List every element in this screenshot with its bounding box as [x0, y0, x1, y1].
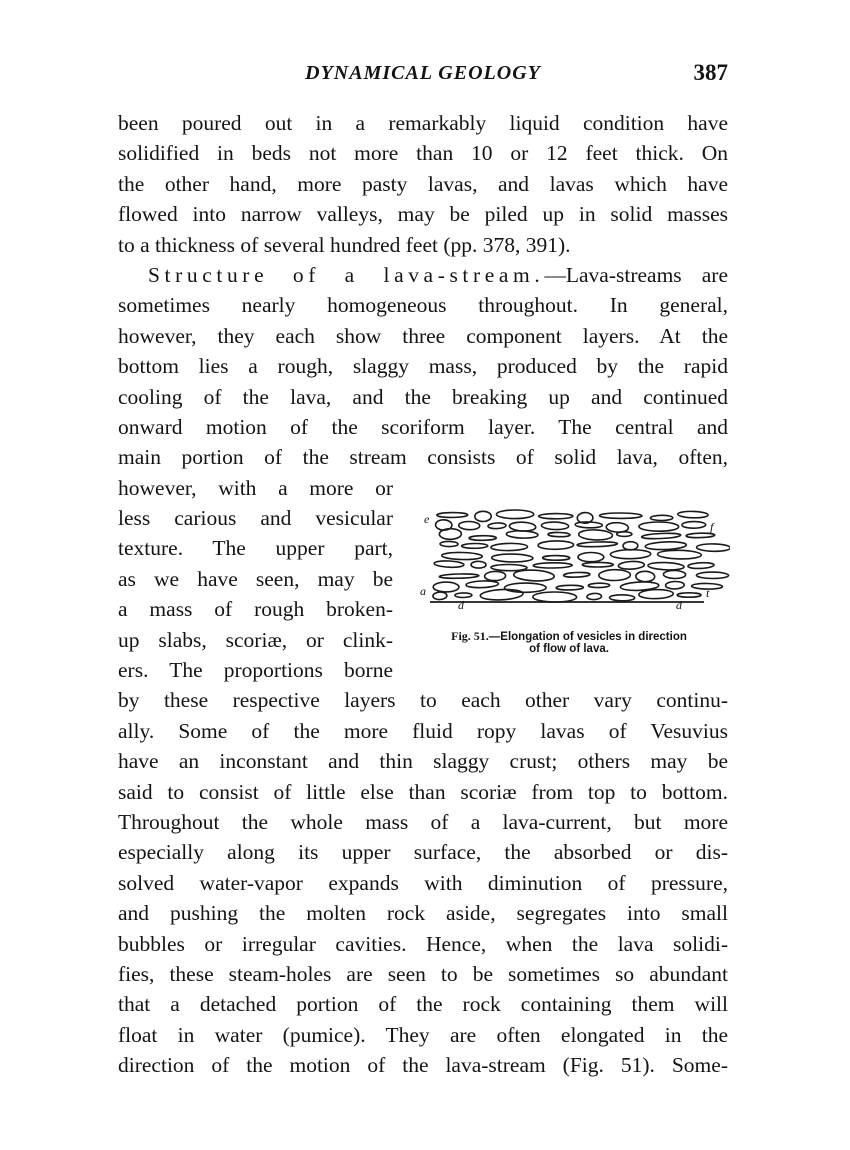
vesicle: [513, 569, 554, 582]
figure-label-f: f: [710, 520, 714, 534]
text-line: sometimes nearly homogeneous throughout. In general,: [118, 293, 728, 318]
text-line: ally. Some of the more fluid ropy lavas of Vesuvius: [118, 718, 728, 743]
vesicle: [609, 595, 634, 601]
vesicle: [599, 569, 631, 580]
vesicle: [439, 574, 479, 579]
vesicle: [492, 554, 534, 562]
vesicle: [577, 541, 618, 547]
vesicle: [578, 529, 612, 540]
vesicle: [587, 593, 602, 600]
text-line: especially along its upper surface, the absorbed or dis-: [118, 840, 728, 865]
vesicle: [440, 541, 458, 546]
vesicle: [639, 522, 679, 531]
vesicle: [696, 572, 728, 579]
vesicle: [475, 511, 491, 521]
text-line: and pushing the molten rock aside, segregates into small: [118, 901, 728, 926]
vesicle: [466, 580, 499, 588]
text-line: main portion of the stream consists of solid lava, often,: [118, 445, 728, 470]
text-line: the other hand, more pasty lavas, and lavas which have: [118, 171, 728, 196]
text-line: bottom lies a rough, slaggy mass, produced by the rapid: [118, 354, 728, 379]
vesicle: [533, 563, 572, 569]
vesicle: [650, 515, 672, 520]
vesicle: [678, 511, 709, 518]
vesicle: [433, 592, 447, 600]
vesicle: [556, 585, 583, 590]
text-line: as we have seen, may be: [118, 566, 393, 591]
text-line: direction of the motion of the lava-stream (Fig. 51). Some-: [118, 1053, 728, 1078]
text-line: said to consist of little else than scoriæ from top to bottom.: [118, 779, 728, 804]
vesicle: [509, 522, 536, 532]
vesicle: [488, 523, 506, 529]
vesicle: [462, 543, 488, 548]
vesicle: [491, 564, 527, 571]
text-fragment: —Lava-streams are: [544, 262, 728, 287]
vesicle: [506, 530, 538, 538]
text-line: to a thickness of several hundred feet (pp. 378, 391).: [118, 232, 571, 257]
vesicle: [496, 510, 533, 519]
text-line: bubbles or irregular cavities. Hence, when the lava solidi-: [118, 931, 728, 956]
vesicle: [657, 550, 701, 559]
vesicle: [442, 552, 483, 560]
vesicle: [491, 543, 528, 551]
vesicle: [617, 532, 632, 537]
vesicle: [618, 561, 644, 570]
section-line: [118, 260, 728, 290]
vesicle: [623, 542, 638, 550]
text-line: been poured out in a remarkably liquid condition have: [118, 111, 728, 135]
vesicle: [677, 593, 701, 597]
vesicle: [563, 572, 590, 578]
text-line: have an inconstant and thin slaggy crust; others may be: [118, 749, 728, 774]
vesicle: [433, 582, 459, 592]
vesicle: [480, 588, 523, 600]
vesicle: [504, 583, 546, 592]
text-line: by these respective layers to each other vary continu-: [118, 688, 728, 713]
vesicle: [484, 571, 505, 581]
text-line: that a detached portion of the rock containing them will: [118, 992, 728, 1017]
figure-label-a: a: [420, 584, 426, 598]
vesicle: [682, 521, 706, 528]
figure-number: Fig. 51.: [451, 629, 489, 643]
vesicle: [437, 513, 468, 518]
vesicle: [582, 562, 613, 567]
page-number: 387: [693, 60, 728, 85]
page-header: [118, 62, 728, 92]
text-line: texture. The upper part,: [118, 536, 393, 561]
figure-label-t: t: [706, 586, 710, 600]
vesicle: [434, 560, 464, 568]
vesicle: [469, 536, 496, 541]
vesicle: [541, 522, 568, 530]
caption-text: —Elongation of vesicles in direction: [488, 631, 687, 643]
text-line: onward motion of the scoriform layer. The central and: [118, 414, 728, 439]
vesicle: [663, 570, 685, 579]
vesicle: [533, 592, 577, 602]
vesicle: [697, 544, 730, 552]
text-line: a mass of rough broken-: [118, 597, 393, 622]
vesicle: [639, 589, 674, 599]
vesicle: [642, 533, 681, 540]
text-line: up slabs, scoriæ, or clink-: [118, 627, 393, 652]
text-line: however, they each show three component layers. At the: [118, 323, 728, 348]
vesicle: [455, 593, 472, 598]
figure-label-d2: d: [676, 598, 682, 612]
vesicle: [539, 514, 573, 519]
running-title: DYNAMICAL GEOLOGY: [305, 62, 541, 84]
figure-51: [408, 498, 730, 668]
text-line: float in water (pumice). They are often elongated in the: [118, 1022, 728, 1047]
text-line: solved water-vapor expands with diminution of pressure,: [118, 870, 728, 895]
vesicle: [610, 549, 651, 559]
vesicle: [645, 541, 686, 550]
figure-label-e: e: [424, 512, 430, 526]
caption-text-2: of flow of lava.: [529, 643, 609, 655]
vesicle: [548, 532, 570, 537]
text-line: solidified in beds not more than 10 or 12 feet thick. On: [118, 141, 728, 166]
text-line: however, with a more or: [118, 475, 393, 500]
vesicle: [578, 553, 604, 562]
text-line: less carious and vesicular: [118, 506, 393, 531]
vesicle: [575, 522, 602, 529]
vesicle: [471, 561, 486, 568]
vesicle: [459, 521, 480, 530]
vesicle: [665, 581, 684, 589]
figure-label-d: d: [458, 598, 464, 612]
text-line: flowed into narrow valleys, may be piled up in solid masses: [118, 202, 728, 227]
text-line: cooling of the lava, and the breaking up and continued: [118, 384, 728, 409]
figure-caption: [408, 630, 730, 655]
vesicle: [636, 571, 655, 582]
vesicle: [599, 513, 642, 519]
text-line: ers. The proportions borne: [118, 658, 393, 683]
text-line: fies, these steam-holes are seen to be sometimes so abundant: [118, 961, 728, 986]
vesicle: [538, 541, 574, 550]
vesicle: [543, 556, 570, 561]
vesicle: [588, 583, 609, 588]
vesicle: [688, 562, 714, 569]
section-heading: Structure of a lava-stream.: [148, 262, 545, 287]
vesicle: [439, 529, 461, 540]
vesicle: [648, 562, 684, 571]
text-line: Throughout the whole mass of a lava-current, but more: [118, 809, 728, 834]
